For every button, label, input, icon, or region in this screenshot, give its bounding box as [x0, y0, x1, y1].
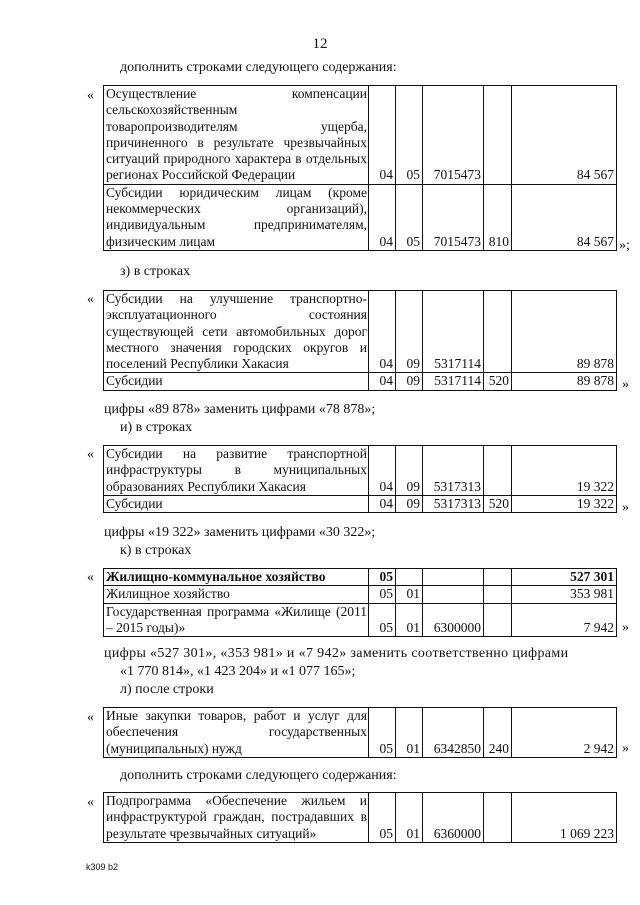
table-row — [104, 495, 617, 512]
open-quote: « — [87, 447, 94, 462]
row-expense-type: 810 — [484, 184, 512, 250]
budget-table-2 — [103, 290, 617, 391]
table-row — [104, 184, 617, 250]
row-section: 05 — [369, 586, 396, 603]
row-amount: 353 981 — [512, 586, 617, 603]
row-name: Осуществление компенсации сельскохозяйственным товаропроизводителям ущерба, причиненного в результате чрезвычайных ситуаций природного характера в отдельных регионах Российской Федерации — [104, 86, 369, 185]
row-name: Субсидии на развитие транспортной инфраструктуры в муниципальных образованиях Республики Хакасия — [104, 446, 369, 496]
row-amount: 1 069 223 — [512, 793, 617, 843]
row-expense-type — [484, 446, 512, 496]
row-amount: 19 322 — [512, 495, 617, 512]
row-section: 05 — [369, 793, 396, 843]
row-target-article: 5317313 — [423, 446, 484, 496]
row-subsection: 09 — [396, 495, 423, 512]
row-expense-type — [484, 569, 512, 586]
row-name: Субсидии на улучшение транспортно-эксплуатационного состояния существующей сети автомобильных дорог местного значения городских округов и поселений Республики Хакасия — [104, 291, 369, 373]
budget-table-3 — [103, 445, 617, 513]
row-target-article: 7015473 — [423, 184, 484, 250]
close-quote: »; — [619, 238, 630, 253]
row-target-article — [423, 569, 484, 586]
row-expense-type: 520 — [484, 373, 512, 390]
budget-table-1 — [103, 85, 617, 251]
row-name: Иные закупки товаров, работ и услуг для обеспечения государственных (муниципальных) нужд — [104, 708, 369, 758]
row-subsection: 09 — [396, 291, 423, 373]
table-row — [104, 373, 617, 390]
row-name: Субсидии — [104, 373, 369, 390]
budget-table-5 — [103, 707, 617, 758]
row-section: 04 — [369, 86, 396, 185]
row-target-article: 5317114 — [423, 373, 484, 390]
row-section: 04 — [369, 291, 396, 373]
instruction-after-row: л) после строки — [120, 682, 214, 697]
row-section: 04 — [369, 446, 396, 496]
row-target-article: 5317313 — [423, 495, 484, 512]
close-quote: » — [622, 620, 629, 635]
row-amount: 84 567 — [512, 86, 617, 185]
open-quote: « — [87, 795, 94, 810]
row-expense-type — [484, 586, 512, 603]
open-quote: « — [87, 88, 94, 103]
row-subsection: 01 — [396, 793, 423, 843]
row-subsection: 01 — [396, 603, 423, 637]
budget-table-6 — [103, 792, 617, 843]
close-quote: » — [622, 741, 629, 756]
table-row — [104, 569, 617, 586]
row-amount: 89 878 — [512, 373, 617, 390]
instruction-replace-2: цифры «19 322» заменить цифрами «30 322»; — [104, 525, 376, 540]
instruction-replace-3: цифры «527 301», «353 981» и «7 942» заменить соответственно цифрами — [104, 646, 569, 661]
instruction-in-rows: и) в строках — [120, 420, 193, 435]
row-name: Жилищно-коммунальное хозяйство — [104, 569, 369, 586]
row-section: 05 — [369, 603, 396, 637]
row-target-article: 7015473 — [423, 86, 484, 185]
close-quote: » — [622, 377, 629, 392]
row-amount: 2 942 — [512, 708, 617, 758]
row-name: Жилищное хозяйство — [104, 586, 369, 603]
row-name: Подпрограмма «Обеспечение жильем и инфраструктурой граждан, пострадавших в результате чрезвычайных ситуаций» — [104, 793, 369, 843]
row-subsection — [396, 569, 423, 586]
table-row — [104, 793, 617, 843]
row-expense-type — [484, 86, 512, 185]
row-name: Государственная программа «Жилище (2011 – 2015 годы)» — [104, 603, 369, 637]
table-row — [104, 708, 617, 758]
row-section: 04 — [369, 373, 396, 390]
row-subsection: 09 — [396, 446, 423, 496]
table-row — [104, 86, 617, 185]
row-expense-type — [484, 603, 512, 637]
row-subsection: 05 — [396, 86, 423, 185]
open-quote: « — [87, 292, 94, 307]
row-subsection: 01 — [396, 586, 423, 603]
table-row — [104, 586, 617, 603]
row-target-article: 6300000 — [423, 603, 484, 637]
row-amount: 527 301 — [512, 569, 617, 586]
instruction-replace-1: цифры «89 878» заменить цифрами «78 878»; — [104, 402, 376, 417]
row-amount: 89 878 — [512, 291, 617, 373]
row-amount: 7 942 — [512, 603, 617, 637]
row-section: 05 — [369, 708, 396, 758]
instruction-in-rows: з) в строках — [120, 264, 191, 279]
row-section: 04 — [369, 495, 396, 512]
row-subsection: 01 — [396, 708, 423, 758]
table-row — [104, 446, 617, 496]
row-name: Субсидии юридическим лицам (кроме некоммерческих организаций), индивидуальным предпринимателям, физическим лицам — [104, 184, 369, 250]
row-amount: 19 322 — [512, 446, 617, 496]
instruction-add-rows: дополнить строками следующего содержания: — [120, 768, 397, 783]
budget-table-4 — [103, 568, 617, 637]
row-expense-type — [484, 291, 512, 373]
row-target-article: 6360000 — [423, 793, 484, 843]
row-expense-type: 240 — [484, 708, 512, 758]
row-expense-type: 520 — [484, 495, 512, 512]
open-quote: « — [87, 710, 94, 725]
open-quote: « — [87, 570, 94, 585]
table-row — [104, 291, 617, 373]
row-target-article — [423, 586, 484, 603]
row-amount: 84 567 — [512, 184, 617, 250]
page-number: 12 — [312, 36, 328, 52]
row-target-article: 6342850 — [423, 708, 484, 758]
row-expense-type — [484, 793, 512, 843]
row-name: Субсидии — [104, 495, 369, 512]
table-row — [104, 603, 617, 637]
footer-code: k309 b2 — [86, 862, 119, 872]
instruction-replace-3-cont: «1 770 814», «1 423 204» и «1 077 165»; — [120, 664, 356, 679]
instruction-in-rows: к) в строках — [120, 543, 192, 558]
row-section: 04 — [369, 184, 396, 250]
row-section: 05 — [369, 569, 396, 586]
row-subsection: 09 — [396, 373, 423, 390]
row-target-article: 5317114 — [423, 291, 484, 373]
row-subsection: 05 — [396, 184, 423, 250]
close-quote: » — [622, 500, 629, 515]
instruction-add-rows: дополнить строками следующего содержания: — [120, 60, 397, 75]
